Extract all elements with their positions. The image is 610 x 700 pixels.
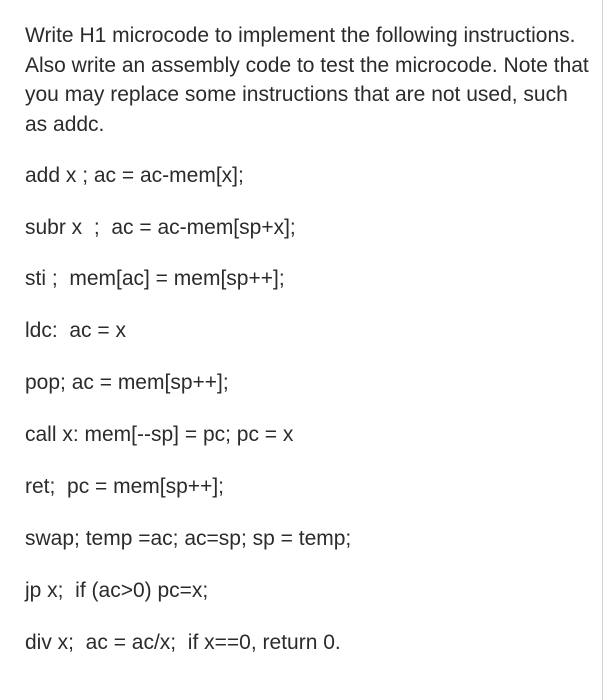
instruction-add: add x ; ac = ac-mem[x];: [25, 164, 244, 187]
question-intro: Write H1 microcode to implement the following instructions. Also write an assembly code to test the microcode. Note that you may replace some instructions that are not used, such as addc.: [25, 24, 589, 136]
instruction-ret: ret; pc = mem[sp++];: [25, 475, 224, 498]
instruction-call: call x: mem[--sp] = pc; pc = x: [25, 423, 294, 446]
instruction-div: div x; ac = ac/x; if x==0, return 0.: [25, 631, 341, 654]
instruction-sti: sti ; mem[ac] = mem[sp++];: [25, 267, 285, 290]
instruction-pop: pop; ac = mem[sp++];: [25, 371, 229, 394]
instruction-ldc: ldc: ac = x: [25, 319, 126, 342]
instruction-swap: swap; temp =ac; ac=sp; sp = temp;: [25, 527, 352, 550]
instruction-subr: subr x ; ac = ac-mem[sp+x];: [25, 216, 296, 239]
instruction-jp: jp x; if (ac>0) pc=x;: [25, 579, 209, 602]
